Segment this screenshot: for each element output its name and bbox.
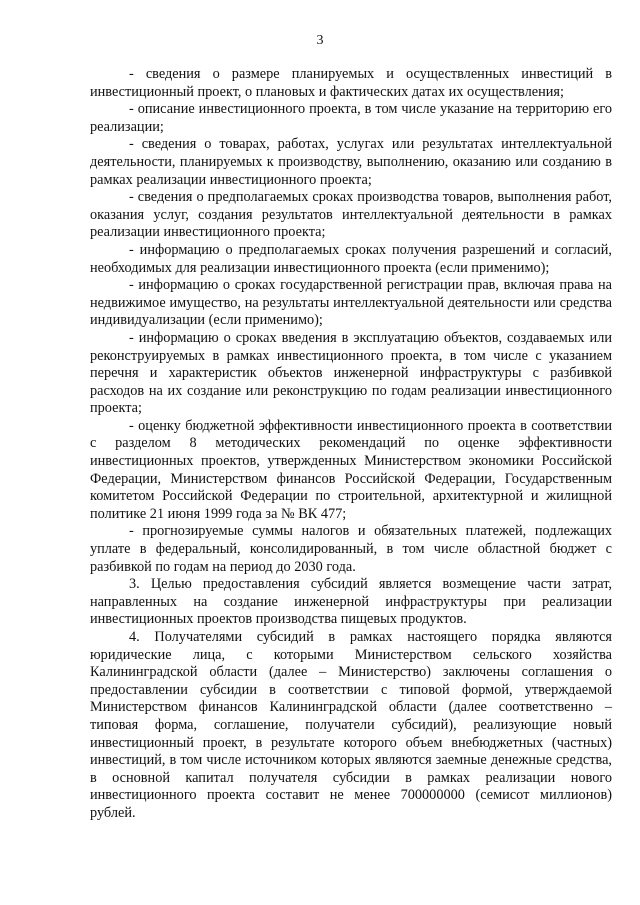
list-item-permits-timing: - информацию о предполагаемых сроках получения разрешений и согласий, необходимых для реализации инвестиционного проекта (если применимо); [90,241,612,276]
list-item-budget-efficiency: - оценку бюджетной эффективности инвестиционного проекта в соответствии с разделом 8 методических рекомендаций по оценке эффективности инвестиционных проектов, утвержденных Министерством экономики Российской Федерации, Министерством финансов Российской Федерации, Государственным комитетом Российской Федерации по строительной, архитектурной и жилищной политике 21 июня 1999 года за № ВК 477; [90,417,612,522]
clause-3-purpose: 3. Целью предоставления субсидий является возмещение части затрат, направленных на создание инженерной инфраструктуры при реализации инвестиционных проектов производства пищевых продуктов. [90,576,612,628]
list-item-project-description: - описание инвестиционного проекта, в том числе указание на территорию его реализации; [90,101,612,135]
list-item-tax-forecast: - прогнозируемые суммы налогов и обязательных платежей, подлежащих уплате в федеральный, консолидированный, в том числе областной бюджет с разбивкой по годам на период до 2030 года. [90,523,612,575]
list-item-rights-registration: - информацию о сроках государственной регистрации прав, включая права на недвижимое имущество, на результаты интеллектуальной деятельности или средства индивидуализации (если применимо); [90,277,612,329]
document-body [90,66,612,823]
list-item-investment-amounts: - сведения о размере планируемых и осуществленных инвестиций в инвестиционный проект, о плановых и фактических датах их осуществления; [90,66,612,100]
list-item-goods-works-services: - сведения о товарах, работах, услугах или результатах интеллектуальной деятельности, планируемых к производству, выполнению, оказанию или созданию в рамках реализации инвестиционного проекта; [90,136,612,188]
list-item-production-timing: - сведения о предполагаемых сроках производства товаров, выполнения работ, оказания услуг, создания результатов интеллектуальной деятельности в рамках реализации инвестиционного проекта; [90,189,612,241]
page-number: 3 [316,33,324,48]
clause-4-recipients: 4. Получателями субсидий в рамках настоящего порядка являются юридические лица, с которыми Министерством сельского хозяйства Калининградской области (далее – Министерство) заключены соглашения о предоставлении субсидии в соответствии с типовой формой, утверждаемой Министерством финансов Калининградской области (далее соответственно – типовая форма, соглашение, получатели субсидий), реализующие новый инвестиционный проект, в результате которого объем внебюджетных (частных) инвестиций, в том числе источником которых являются заемные денежные средства, в основной капитал получателя субсидии в рамках реализации нового инвестиционного проекта составит не менее 700000000 (семисот миллионов) рублей. [90,629,612,821]
list-item-commissioning-timing: - информацию о сроках введения в эксплуатацию объектов, создаваемых или реконструируемых в рамках инвестиционного проекта, в том числе с указанием перечня и характеристик объектов инженерной инфраструктуры с разбивкой расходов на их создание или реконструкцию по годам реализации инвестиционного проекта; [90,329,612,417]
